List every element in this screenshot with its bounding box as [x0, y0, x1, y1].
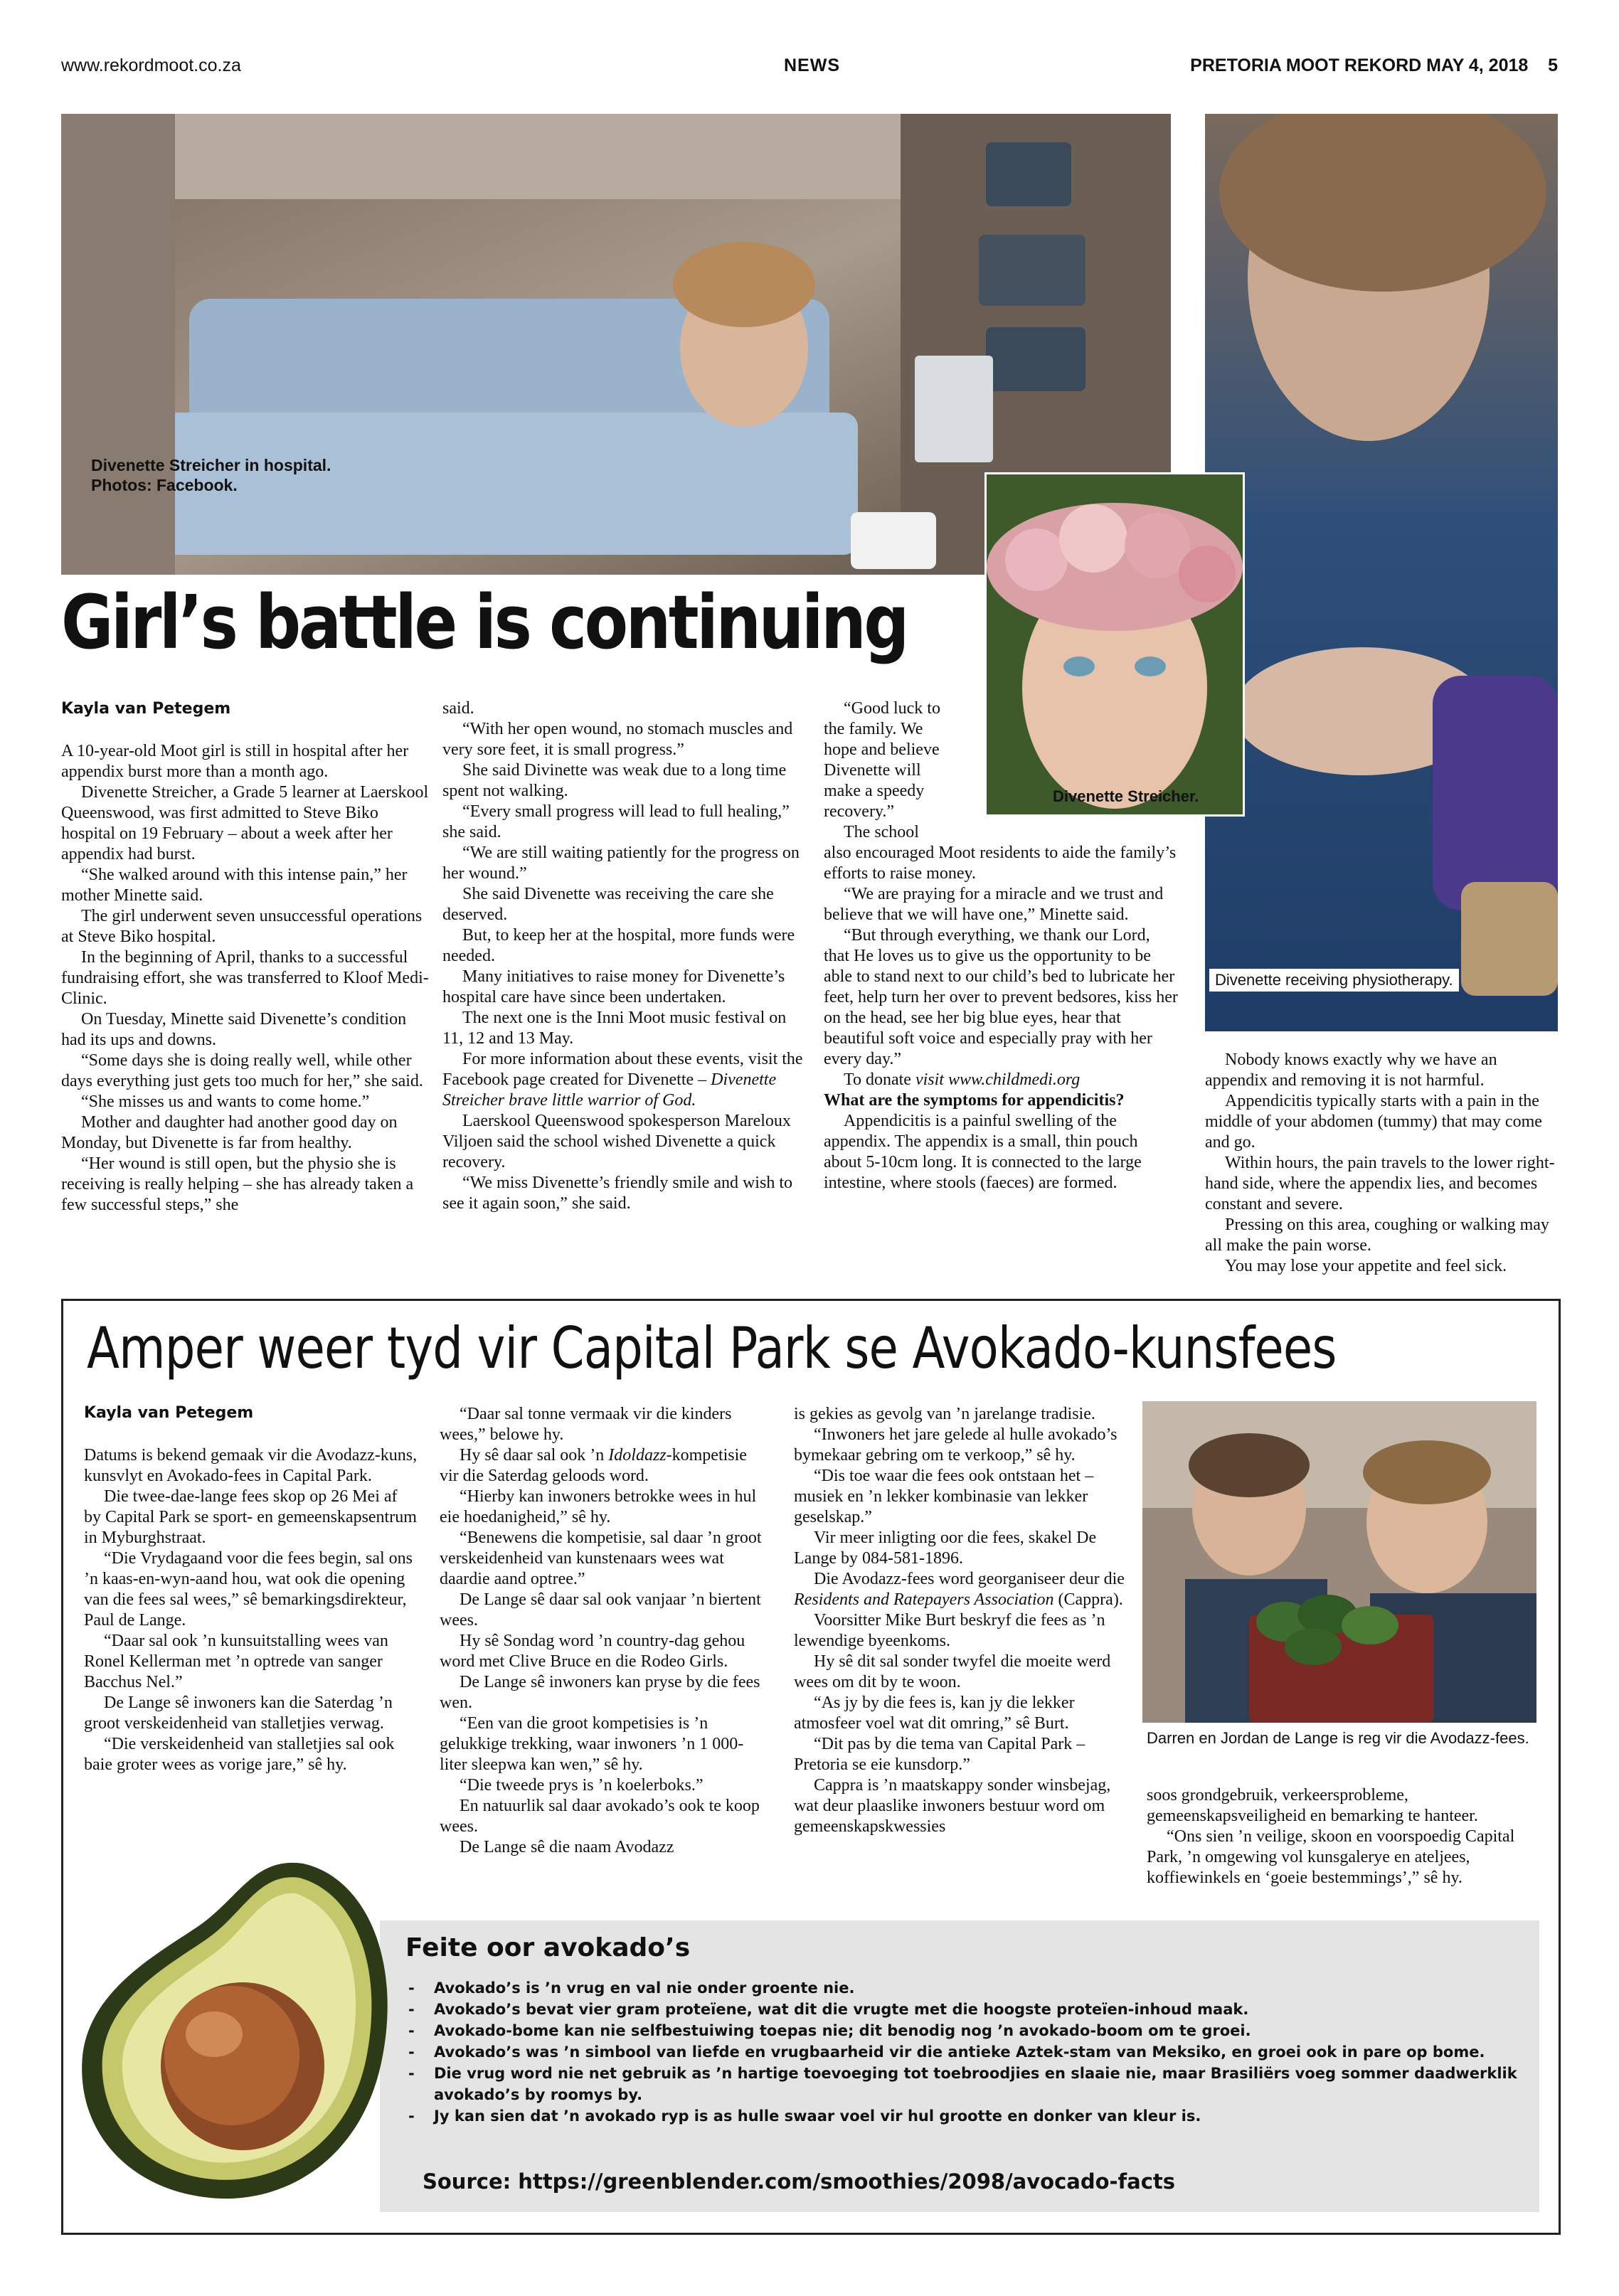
- physio-caption: Divenette receiving physiotherapy.: [1209, 969, 1459, 992]
- story2-column-1: [84, 1445, 418, 1775]
- paragraph: “Ons sien ’n veilige, skoon en voorspoedig Capital Park, ’n omgewing vol kunsgalerye en ateljees, koffiewinkels en ‘goeie bestemmings’,” sê hy.: [1147, 1827, 1515, 1887]
- photo-boys-avocados: [1142, 1401, 1536, 1723]
- paragraph: A 10-year-old Moot girl is still in hospital after her appendix burst more than a month ago.: [61, 742, 409, 781]
- page-number: 5: [1548, 55, 1558, 75]
- story2-column-4: [1147, 1785, 1535, 1888]
- paragraph: “Die tweede prys is ’n koelerboks.”: [460, 1776, 704, 1795]
- paragraph: Hy sê Sondag word ’n country-dag gehou word met Clive Bruce en die Rodeo Girls.: [440, 1632, 745, 1671]
- paragraph: De Lange sê daar sal ook vanjaar ’n biertent wees.: [440, 1590, 761, 1630]
- paragraph: Pressing on this area, coughing or walking may all make the pain worse.: [1205, 1216, 1549, 1255]
- paragraph: “With her open wound, no stomach muscles and very sore feet, it is small progress.”: [442, 720, 793, 759]
- fact-text: Avokado’s was ’n simbool van liefde en vrugbaarheid vir die antieke Aztek-stam van Meksiko, en groei ook in pare op bome.: [434, 2043, 1485, 2061]
- paragraph: She said Divenette was receiving the care she deserved.: [442, 885, 774, 924]
- text-line: The school: [844, 823, 919, 841]
- paragraph: “Benewens die kompetisie, sal daar ’n groot verskeidenheid van kunstenaars wees wat daardie aand optree.”: [440, 1529, 762, 1588]
- text-line: recovery.”: [824, 802, 895, 821]
- paragraph: soos grondgebruik, verkeersprobleme, gemeenskapsveiligheid en bemarking te hanteer.: [1147, 1786, 1478, 1825]
- paragraph: [440, 1445, 764, 1487]
- paragraph: “Hierby kan inwoners betrokke wees in hul eie hoedanigheid,” sê hy.: [440, 1487, 757, 1526]
- hospital-caption-line1: Divenette Streicher in hospital.: [91, 456, 331, 474]
- paragraph: You may lose your appetite and feel sick.: [1225, 1257, 1507, 1275]
- fact-text: Die vrug word nie net gebruik as ’n hartige toevoeging tot toebroodjies en slaaie nie, maar Brasiliërs voeg sommer daadwerklik avokado’s by roomys by.: [434, 2065, 1517, 2103]
- text-run: (Cappra).: [1053, 1590, 1123, 1609]
- story1-column-4: [1205, 1050, 1558, 1277]
- paragraph: “Daar sal ook ’n kunsuitstalling wees van Ronel Kellerman met ’n optrede van sanger Bacchus Nel.”: [84, 1632, 388, 1691]
- bullet-dash: -: [408, 2108, 415, 2125]
- organisation-name: Residents and Ratepayers Association: [794, 1590, 1054, 1609]
- paragraph: Within hours, the pain travels to the lower right-hand side, where the appendix lies, and becomes constant and severe.: [1205, 1154, 1555, 1213]
- fact-text: Avokado’s is ’n vrug en val nie onder groente nie.: [434, 1979, 855, 1997]
- list-item: [408, 1977, 1532, 1999]
- paragraph: “But through everything, we thank our Lord, that He loves us to give us the opportunity to be able to stand next to our child’s bed to lubricate her feet, help turn her over to prevent bedsores, kiss her on the head, see her big blue eyes, hear that beautiful soft voice and especially pray with her every day.”: [824, 926, 1178, 1068]
- paragraph: But, to keep her at the hospital, more funds were needed.: [442, 926, 795, 965]
- paragraph: [794, 1569, 1131, 1610]
- fact-text: Avokado-bome kan nie selfbestuiwing toepas nie; dit benodig nog ’n avokado-boom om te groei.: [434, 2022, 1251, 2039]
- text-run: For more information about these events, visit the Facebook page created for Divenette –: [442, 1050, 803, 1089]
- text-run: To donate: [844, 1070, 915, 1089]
- paragraph: “Daar sal tonne vermaak vir die kinders wees,” belowe hy.: [440, 1405, 732, 1444]
- paragraph: “Her wound is still open, but the physio she is receiving is really helping – she has already taken a few successful steps,” she: [61, 1154, 414, 1214]
- story2-headline: Amper weer tyd vir Capital Park se Avokado-kunsfees: [87, 1315, 1337, 1381]
- story2-column-3: [794, 1404, 1131, 1837]
- bullet-dash: -: [408, 1979, 415, 1997]
- list-item: [408, 2020, 1532, 2041]
- paragraph: Hy sê dit sal sonder twyfel die moeite werd wees om dit by te woon.: [794, 1652, 1111, 1691]
- section-label: NEWS: [784, 55, 840, 75]
- list-item: [408, 1999, 1532, 2020]
- fact-text: Jy kan sien dat ’n avokado ryp is as hulle swaar voel vir hul grootte en donker van kleur is.: [434, 2108, 1201, 2125]
- site-url: www.rekordmoot.co.za: [61, 55, 241, 75]
- paragraph: En natuurlik sal daar avokado’s ook te koop wees.: [440, 1797, 760, 1836]
- paragraph: De Lange sê die naam Avodazz: [460, 1838, 674, 1856]
- fact-text: Avokado’s bevat vier gram proteïene, wat dit die vrugte met die hoogste proteïen-inhoud maak.: [434, 2001, 1249, 2018]
- paragraph: Divenette Streicher, a Grade 5 learner at Laerskool Queenswood, was first admitted to Steve Biko hospital on 19 February – about a week after her appendix had burst.: [61, 783, 429, 863]
- paragraph: “We miss Divenette’s friendly smile and wish to see it again soon,” she said.: [442, 1174, 792, 1213]
- paragraph: “We are still waiting patiently for the progress on her wound.”: [442, 844, 800, 883]
- photo-portrait: [984, 472, 1245, 817]
- portrait-caption: Divenette Streicher.: [1053, 787, 1199, 805]
- subheading: What are the symptoms for appendicitis?: [824, 1091, 1125, 1110]
- text-line: Divenette will: [824, 761, 921, 780]
- story1-column-1: [61, 741, 431, 1216]
- hospital-caption-line2: Photos: Facebook.: [91, 476, 238, 494]
- paragraph: is gekies as gevolg van ’n jarelange tradisie.: [794, 1405, 1095, 1423]
- paragraph: The girl underwent seven unsuccessful operations at Steve Biko hospital.: [61, 907, 423, 946]
- hospital-caption: [91, 455, 331, 495]
- paper-date-page: [1190, 55, 1558, 76]
- paragraph: Voorsitter Mike Burt beskryf die fees as ’n lewendige byeenkoms.: [794, 1611, 1105, 1650]
- story1-column-2: [442, 698, 805, 1214]
- paragraph: De Lange sê inwoners kan die Saterdag ’n groot verskeidenheid van stalletjies verwag.: [84, 1694, 393, 1733]
- bullet-dash: -: [408, 2022, 415, 2039]
- paragraph: also encouraged Moot residents to aide the family’s efforts to raise money.: [824, 844, 1177, 883]
- bullet-dash: -: [408, 2001, 415, 2018]
- paragraph: “Some days she is doing really well, while other days everything just gets too much for her,” she said.: [61, 1051, 423, 1090]
- paragraph: Datums is bekend gemaak vir die Avodazz-kuns, kunsvlyt en Avokado-fees in Capital Park.: [84, 1446, 418, 1485]
- paragraph: Many initiatives to raise money for Divenette’s hospital care have since been undertaken.: [442, 967, 785, 1006]
- competition-name: Idoldazz: [608, 1446, 667, 1465]
- paragraph: On Tuesday, Minette said Divenette’s condition had its ups and downs.: [61, 1010, 407, 1049]
- text-run: Hy sê daar sal ook ’n: [460, 1446, 609, 1465]
- bullet-dash: -: [408, 2065, 415, 2082]
- paragraph: [442, 1049, 805, 1111]
- story1-headline: Girl’s battle is continuing: [61, 579, 907, 666]
- photo-physiotherapy: [1205, 114, 1558, 1031]
- paragraph: Vir meer inligting oor die fees, skakel De Lange by 084-581-1896.: [794, 1529, 1097, 1568]
- paragraph: “Every small progress will lead to full healing,” she said.: [442, 802, 790, 841]
- paper-date: PRETORIA MOOT REKORD MAY 4, 2018: [1190, 55, 1529, 75]
- text-run: Die Avodazz-fees word georganiseer deur die: [814, 1570, 1125, 1588]
- story2-byline: Kayla van Petegem: [84, 1404, 254, 1422]
- paragraph: In the beginning of April, thanks to a successful fundraising effort, she was transferred to Kloof Medi-Clinic.: [61, 948, 429, 1008]
- story2-photo-caption: Darren en Jordan de Lange is reg vir die Avodazz-fees.: [1147, 1729, 1529, 1747]
- paragraph: Nobody knows exactly why we have an appendix and removing it is not harmful.: [1205, 1051, 1497, 1090]
- avocado-illustration: [68, 1849, 403, 2205]
- paragraph: “She misses us and wants to come home.”: [81, 1093, 370, 1111]
- story1-column-3: [824, 843, 1179, 1194]
- facts-list: [408, 1977, 1532, 2127]
- list-item: [408, 2105, 1532, 2127]
- donate-url: visit www.childmedi.org: [915, 1070, 1081, 1089]
- paragraph: Cappra is ’n maatskappy sonder winsbejag, wat deur plaaslike inwoners bestuur word om gemeenskapskwessies: [794, 1776, 1111, 1836]
- paragraph: “Dit pas by die tema van Capital Park – Pretoria se eie kunsdorp.”: [794, 1735, 1085, 1774]
- paragraph: “We are praying for a miracle and we trust and believe that we will have one,” Minette said.: [824, 885, 1164, 924]
- list-item: [408, 2063, 1532, 2105]
- paragraph: “Een van die groot kompetisies is ’n gelukkige trekking, waar inwoners ’n 1 000-liter sleepwa kan wen,” sê hy.: [440, 1714, 744, 1774]
- story2-column-2: [440, 1404, 764, 1858]
- paragraph: De Lange sê inwoners kan pryse by die fees wen.: [440, 1673, 760, 1712]
- paragraph: The next one is the Inni Moot music festival on 11, 12 and 13 May.: [442, 1009, 787, 1048]
- paragraph: Appendicitis is a painful swelling of the appendix. The appendix is a small, thin pouch about 5-10cm long. It is connected to the large intestine, where stools (faeces) are formed.: [824, 1112, 1142, 1192]
- story1-byline: Kayla van Petegem: [61, 700, 231, 718]
- bullet-dash: -: [408, 2043, 415, 2061]
- paragraph: “Inwoners het jare gelede al hulle avokado’s bymekaar gebring om te verkoop,” sê hy.: [794, 1425, 1118, 1465]
- paragraph: “Die verskeidenheid van stalletjies sal ook baie groter wees as vorige jare,” sê hy.: [84, 1735, 395, 1774]
- facebook-page-name: Divenette Streicher brave little warrior of God.: [442, 1070, 777, 1110]
- text-run: -kompetisie vir die Saterdag geloods word.: [440, 1446, 747, 1485]
- paragraph: said.: [442, 699, 474, 718]
- paragraph: Die twee-dae-lange fees skop op 26 Mei af by Capital Park se sport- en gemeenskapsentrum in Myburghstraat.: [84, 1487, 417, 1547]
- paragraph: “As jy by die fees is, kan jy die lekker atmosfeer voel wat dit omring,” sê Burt.: [794, 1694, 1075, 1733]
- list-item: [408, 2041, 1532, 2063]
- facts-source: Source: https://greenblender.com/smoothies/2098/avocado-facts: [423, 2169, 1176, 2194]
- paragraph: Mother and daughter had another good day on Monday, but Divenette is far from healthy.: [61, 1113, 398, 1152]
- paragraph: [824, 1070, 1179, 1090]
- facts-title: Feite oor avokado’s: [405, 1933, 691, 1962]
- paragraph: “Die Vrydagaand voor die fees begin, sal ons ’n kaas-en-wyn-aand hou, wat ook die opening van die fees sal wees,” sê bemarkingsdirekteur, Paul de Lange.: [84, 1549, 413, 1630]
- text-line: “Good luck to: [844, 699, 940, 718]
- text-line: hope and believe: [824, 740, 940, 759]
- paragraph: She said Divinette was weak due to a long time spent not walking.: [442, 761, 787, 800]
- paragraph: “Dis toe waar die fees ook ontstaan het – musiek en ’n lekker kombinasie van lekker geselskap.”: [794, 1467, 1094, 1526]
- text-line: make a speedy: [824, 782, 925, 800]
- text-line: the family. We: [824, 720, 923, 738]
- story1-column-3-top: [824, 698, 989, 843]
- paragraph: Appendicitis typically starts with a pain in the middle of your abdomen (tummy) that may come and go.: [1205, 1092, 1542, 1152]
- paragraph: “She walked around with this intense pain,” her mother Minette said.: [61, 866, 408, 905]
- paragraph: Laerskool Queenswood spokesperson Mareloux Viljoen said the school wished Divenette a quick recovery.: [442, 1112, 791, 1171]
